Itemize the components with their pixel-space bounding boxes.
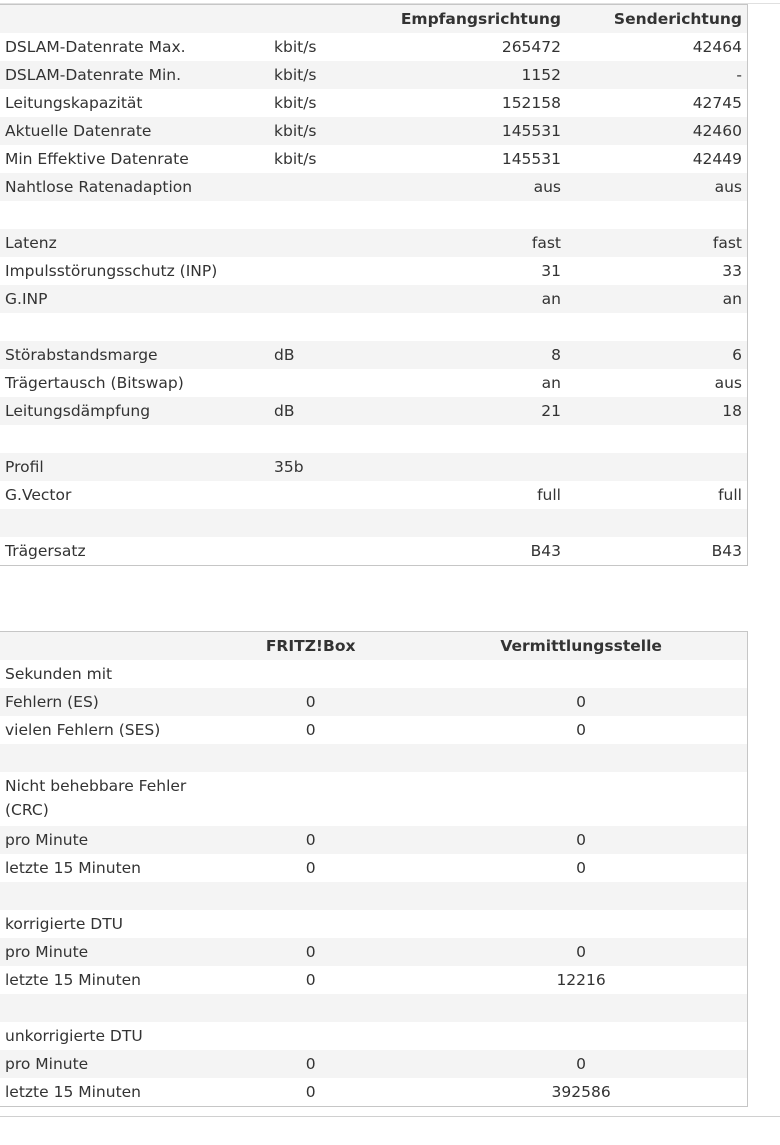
row-label: Aktuelle Datenrate: [0, 117, 269, 145]
table-row: [0, 660, 747, 688]
upstream-value: 42449: [692, 150, 742, 168]
table-row: [0, 716, 747, 744]
row-unit: [269, 481, 385, 509]
downstream-value: an: [541, 374, 561, 392]
exchange-value: [415, 772, 747, 826]
downstream-value: fast: [385, 229, 566, 257]
upstream-value: [566, 313, 747, 341]
row-label: Nahtlose Ratenadaption: [0, 173, 269, 201]
row-label: letzte 15 Minuten: [5, 1083, 142, 1101]
row-unit: [269, 201, 385, 229]
fritzbox-value: [206, 994, 415, 1022]
upstream-value: 18: [566, 397, 747, 425]
fritzbox-value: [206, 1022, 415, 1050]
downstream-value: 1152: [385, 61, 566, 89]
row-unit: [269, 425, 385, 453]
row-label: Impulsstörungsschutz (INP): [5, 262, 218, 280]
row-label: Trägersatz: [5, 542, 86, 560]
row-label: letzte 15 Minuten: [5, 859, 142, 877]
exchange-value: [415, 744, 747, 772]
dsl-header-row: [0, 5, 747, 33]
row-unit: 35b: [269, 453, 385, 481]
upstream-value: 6: [566, 341, 747, 369]
row-label: [0, 509, 269, 537]
table-row: [0, 481, 747, 509]
downstream-value: 21: [385, 397, 566, 425]
downstream-value: 152158: [501, 94, 561, 112]
row-label: letzte 15 Minuten: [5, 971, 142, 989]
downstream-value: [385, 509, 566, 537]
exchange-value: [415, 994, 747, 1022]
upstream-value: B43: [711, 542, 742, 560]
table-row: [0, 33, 747, 61]
table-row: [0, 397, 747, 425]
upstream-value: [566, 201, 747, 229]
downstream-value: [385, 201, 566, 229]
row-unit: [269, 537, 385, 565]
row-label: [0, 994, 206, 1022]
table-row: [0, 61, 747, 89]
row-unit: kbit/s: [269, 117, 385, 145]
dsl-header-unit: [269, 5, 385, 33]
dsl-header-upstream: Senderichtung: [566, 5, 747, 33]
downstream-value: 265472: [501, 38, 561, 56]
upstream-value: 42745: [692, 94, 742, 112]
row-label: Profil: [0, 453, 269, 481]
row-label: vielen Fehlern (SES): [5, 721, 161, 739]
fritzbox-value: 0: [206, 688, 415, 716]
table-row: [0, 89, 747, 117]
row-label: Nicht behebbare Fehler (CRC): [5, 777, 187, 819]
row-label: Latenz: [0, 229, 269, 257]
table-row: [0, 453, 747, 481]
dsl-header-label: [0, 5, 269, 33]
spacer-row: [0, 425, 747, 453]
exchange-value: 0: [415, 938, 747, 966]
table-row: [0, 1078, 747, 1106]
row-unit: [269, 369, 385, 397]
upstream-value: full: [718, 486, 742, 504]
exchange-value: [415, 882, 747, 910]
error-header-exchange: Vermittlungsstelle: [415, 632, 747, 660]
error-header-fritzbox: FRITZ!Box: [206, 632, 415, 660]
fritzbox-value: 0: [206, 826, 415, 854]
upstream-value: fast: [566, 229, 747, 257]
upstream-value: [566, 509, 747, 537]
exchange-value: [415, 910, 747, 938]
downstream-value: 145531: [385, 117, 566, 145]
table-row: [0, 938, 747, 966]
downstream-value: aus: [385, 173, 566, 201]
table-row: [0, 966, 747, 994]
row-unit: dB: [269, 397, 385, 425]
table-row: [0, 772, 747, 826]
fritzbox-value: [206, 882, 415, 910]
exchange-value: 12216: [556, 971, 606, 989]
row-label: Trägertausch (Bitswap): [5, 374, 184, 392]
row-label: G.Vector: [5, 486, 72, 504]
upstream-value: 33: [722, 262, 742, 280]
row-unit: [269, 285, 385, 313]
spacer-row: [0, 509, 747, 537]
spacer-row: [0, 882, 747, 910]
table-row: [0, 854, 747, 882]
upstream-value: an: [566, 285, 747, 313]
row-label: [0, 744, 206, 772]
upstream-value: 42464: [692, 38, 742, 56]
downstream-value: 145531: [501, 150, 561, 168]
table-row: [0, 257, 747, 285]
upstream-value: [566, 425, 747, 453]
table-row: [0, 369, 747, 397]
error-header-label: [0, 632, 206, 660]
table-row: [0, 285, 747, 313]
upstream-value: aus: [714, 374, 742, 392]
row-label: Störabstandsmarge: [0, 341, 269, 369]
fritzbox-value: 0: [206, 938, 415, 966]
downstream-value: 8: [385, 341, 566, 369]
spacer-row: [0, 744, 747, 772]
downstream-value: [385, 313, 566, 341]
row-unit: kbit/s: [274, 94, 317, 112]
row-unit: [269, 257, 385, 285]
exchange-value: 392586: [551, 1083, 611, 1101]
row-label: Sekunden mit: [5, 665, 113, 683]
table-row: [0, 229, 747, 257]
fritzbox-value: [206, 744, 415, 772]
row-label: [0, 882, 206, 910]
row-label: pro Minute: [0, 1050, 206, 1078]
row-label: DSLAM-Datenrate Max.: [5, 38, 186, 56]
row-unit: dB: [269, 341, 385, 369]
fritzbox-value: 0: [305, 859, 316, 877]
downstream-value: an: [385, 285, 566, 313]
row-label: Min Effektive Datenrate: [5, 150, 189, 168]
row-label: [0, 425, 269, 453]
fritzbox-value: 0: [206, 1050, 415, 1078]
table-row: [0, 1050, 747, 1078]
exchange-value: 0: [415, 826, 747, 854]
bottom-divider: [0, 1116, 780, 1117]
table-row: [0, 1022, 747, 1050]
downstream-value: full: [537, 486, 561, 504]
spacer-row: [0, 313, 747, 341]
row-label: unkorrigierte DTU: [5, 1027, 143, 1045]
row-unit: kbit/s: [274, 150, 317, 168]
error-stats-table: [0, 631, 748, 1107]
row-label: Leitungsdämpfung: [0, 397, 269, 425]
upstream-value: -: [566, 61, 747, 89]
spacer-row: [0, 201, 747, 229]
fritzbox-value: 0: [305, 1083, 316, 1101]
table-row: [0, 910, 747, 938]
exchange-value: [415, 1022, 747, 1050]
exchange-value: 0: [576, 721, 587, 739]
fritzbox-value: [206, 910, 415, 938]
table-row: [0, 537, 747, 565]
table-row: [0, 117, 747, 145]
row-unit: [269, 173, 385, 201]
row-unit: [269, 229, 385, 257]
exchange-value: [415, 660, 747, 688]
row-label: [0, 201, 269, 229]
row-label: korrigierte DTU: [5, 915, 124, 933]
row-label: Leitungskapazität: [5, 94, 143, 112]
upstream-value: aus: [566, 173, 747, 201]
row-unit: kbit/s: [269, 61, 385, 89]
downstream-value: 31: [541, 262, 561, 280]
fritzbox-value: 0: [305, 721, 316, 739]
dsl-info-table: [0, 4, 748, 566]
spacer-row: [0, 994, 747, 1022]
row-label: pro Minute: [0, 938, 206, 966]
upstream-value: 42460: [566, 117, 747, 145]
row-label: G.INP: [0, 285, 269, 313]
table-row: [0, 173, 747, 201]
dsl-header-downstream: Empfangsrichtung: [385, 5, 566, 33]
fritzbox-value: 0: [305, 971, 316, 989]
row-label: DSLAM-Datenrate Min.: [0, 61, 269, 89]
fritzbox-value: [206, 660, 415, 688]
table-row: [0, 688, 747, 716]
row-unit: [269, 509, 385, 537]
exchange-value: 0: [415, 688, 747, 716]
table-row: [0, 145, 747, 173]
exchange-value: 0: [415, 1050, 747, 1078]
exchange-value: 0: [576, 859, 587, 877]
row-label: pro Minute: [0, 826, 206, 854]
downstream-value: [385, 453, 566, 481]
downstream-value: [385, 425, 566, 453]
row-label: Fehlern (ES): [0, 688, 206, 716]
row-label: [0, 313, 269, 341]
downstream-value: B43: [530, 542, 561, 560]
upstream-value: [566, 453, 747, 481]
row-unit: [269, 313, 385, 341]
row-unit: kbit/s: [274, 38, 317, 56]
table-row: [0, 341, 747, 369]
table-row: [0, 826, 747, 854]
fritzbox-value: [206, 772, 415, 826]
error-header-row: [0, 632, 747, 660]
